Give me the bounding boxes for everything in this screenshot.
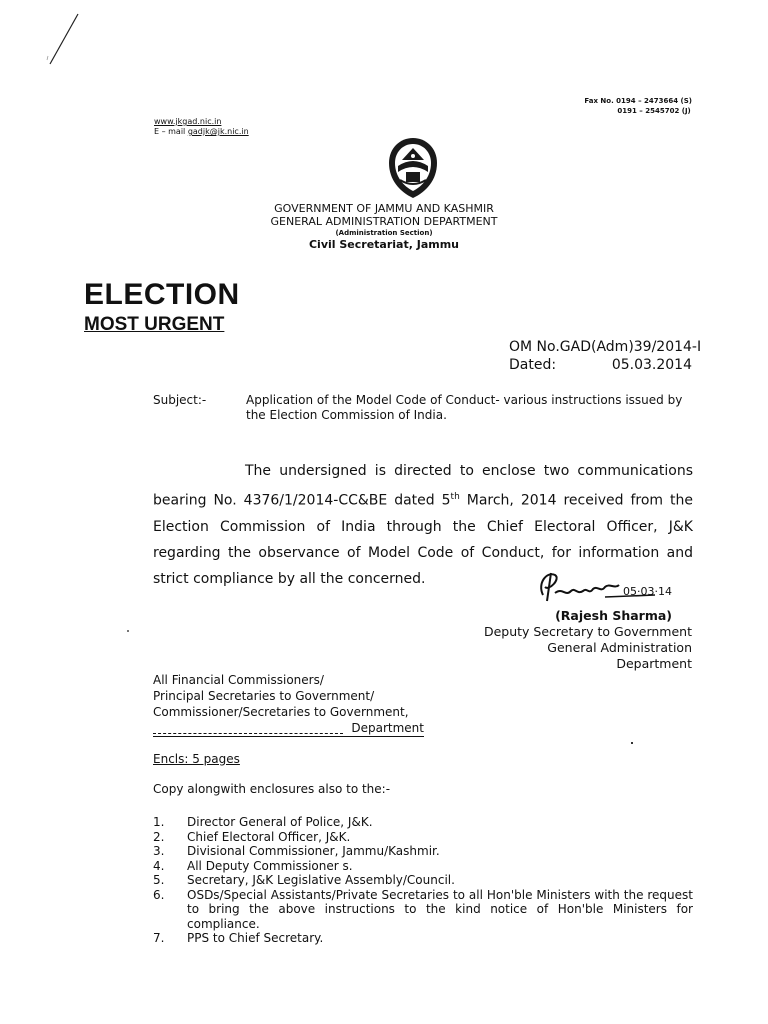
email-prefix: E – mail bbox=[154, 127, 188, 136]
website-link[interactable]: www.jkgad.nic.in bbox=[154, 117, 222, 126]
fax-line-2: 0191 – 2545702 (J) bbox=[617, 107, 691, 115]
list-item-number: 2. bbox=[153, 829, 165, 844]
blank-dashes bbox=[153, 733, 343, 734]
list-item-text: OSDs/Special Assistants/Private Secretaries to all Hon'ble Ministers with the request to bring the above instructions to the kind notice of Hon'ble Ministers for compliance. bbox=[187, 887, 693, 931]
list-item-number: 7. bbox=[153, 931, 165, 945]
list-item-text: All Deputy Commissioner s. bbox=[187, 858, 353, 873]
body-part-1: The undersigned is directed to enclose two communications bearing No. 4376/1/2014-CC&BE dated 5 bbox=[153, 463, 693, 509]
most-urgent-heading: MOST URGENT bbox=[84, 314, 225, 335]
contact-block bbox=[154, 117, 249, 137]
email-line bbox=[154, 127, 249, 137]
signatory-title: Deputy Secretary to Government bbox=[483, 624, 692, 639]
list-item-text: Secretary, J&K Legislative Assembly/Council. bbox=[187, 873, 455, 887]
list-item-text: Chief Electoral Officer, J&K. bbox=[187, 829, 351, 844]
addressees-block bbox=[153, 672, 409, 720]
enclosures-note: Encls: 5 pages bbox=[153, 752, 240, 766]
addressee-line-2: Principal Secretaries to Government/ bbox=[153, 689, 375, 703]
addressee-line-3: Commissioner/Secretaries to Government, bbox=[153, 705, 409, 719]
list-item bbox=[153, 830, 693, 845]
list-item-text: PPS to Chief Secretary. bbox=[187, 931, 324, 945]
scan-speck bbox=[631, 742, 633, 744]
dated-value: 05.03.2014 bbox=[611, 357, 692, 373]
list-item bbox=[153, 888, 693, 932]
copy-to-label: Copy alongwith enclosures also to the:- bbox=[153, 782, 391, 796]
svg-text:05·03·14: 05·03·14 bbox=[623, 585, 672, 598]
list-item-number: 3. bbox=[153, 844, 165, 858]
list-item-text: Director General of Police, J&K. bbox=[187, 815, 373, 829]
fax-numbers bbox=[584, 96, 692, 116]
order-reference bbox=[509, 338, 701, 374]
addressee-department-line bbox=[153, 720, 424, 737]
election-heading: ELECTION bbox=[84, 278, 240, 311]
addressee-line-1: All Financial Commissioners/ bbox=[153, 673, 324, 687]
department-header bbox=[0, 202, 768, 251]
body-superscript: th bbox=[450, 492, 460, 502]
handwritten-signature bbox=[535, 565, 715, 611]
email-link[interactable]: gadjk@jk.nic.in bbox=[187, 127, 249, 136]
fax-line-1: Fax No. 0194 – 2473664 (S) bbox=[584, 97, 692, 105]
om-number: OM No.GAD(Adm)39/2014-I bbox=[509, 339, 702, 355]
list-item-number: 4. bbox=[153, 858, 165, 873]
signatory-department: General Administration Department bbox=[547, 640, 692, 671]
dated-label: Dated: bbox=[509, 357, 557, 373]
list-item bbox=[153, 815, 693, 830]
list-item-text: Divisional Commissioner, Jammu/Kashmir. bbox=[187, 844, 440, 858]
section-name: (Administration Section) bbox=[335, 229, 433, 237]
subject-text: Application of the Model Code of Conduct- various instructions issued by the Election Commission of India. bbox=[246, 393, 683, 422]
order-date-row bbox=[509, 356, 692, 374]
list-item-number: 1. bbox=[153, 815, 165, 829]
department-name: GENERAL ADMINISTRATION DEPARTMENT bbox=[270, 215, 498, 228]
list-item bbox=[153, 859, 693, 874]
list-item-number: 5. bbox=[153, 873, 165, 887]
copy-to-list bbox=[153, 815, 693, 946]
list-item bbox=[153, 931, 693, 946]
list-item bbox=[153, 873, 693, 888]
government-name: GOVERNMENT OF JAMMU AND KASHMIR bbox=[274, 202, 494, 215]
addressee-line-4: Department bbox=[351, 721, 424, 735]
signatory-name: (Rajesh Sharma) bbox=[555, 608, 672, 623]
list-item-number: 6. bbox=[153, 887, 165, 902]
office-location: Civil Secretariat, Jammu bbox=[308, 238, 459, 251]
state-emblem-icon bbox=[384, 136, 442, 200]
subject-label: Subject:- bbox=[153, 393, 207, 407]
pen-stroke-mark bbox=[44, 12, 84, 72]
signatory-block bbox=[468, 608, 692, 672]
scan-speck bbox=[127, 630, 129, 632]
list-item bbox=[153, 844, 693, 859]
body-part-2: March, 2014 received from the Election Commission of India through the Chief Electoral Officer, J&K regarding the observance of Model Code of Conduct, for information and strict compliance by all the concerned. bbox=[153, 492, 693, 587]
